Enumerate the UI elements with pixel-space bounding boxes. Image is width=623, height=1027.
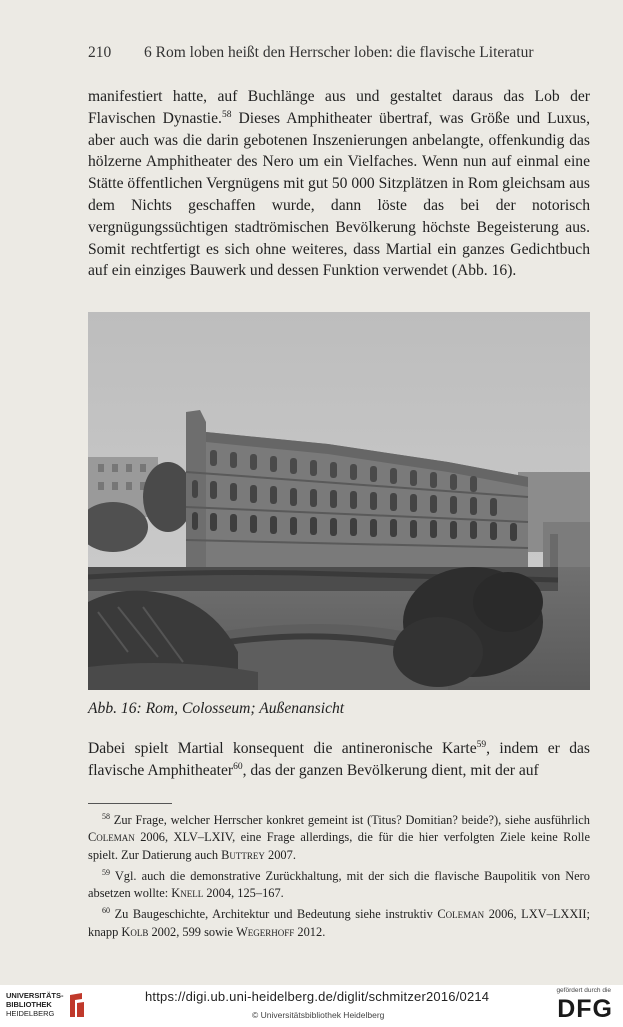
author-name: Coleman	[437, 907, 485, 922]
colosseum-photo	[88, 312, 590, 690]
footnotes	[88, 808, 590, 941]
footnote-text: Vgl. auch die demonstrative Zurückhaltung, mit der sich die flavische Baupolitik von Nero absetzen wollte:	[88, 868, 590, 901]
author-name: Knell	[171, 886, 204, 901]
footnote-text: 2006, LXV–LXXII; knapp	[88, 907, 590, 939]
footnote-58	[88, 808, 590, 864]
logo-line: HEIDELBERG	[6, 1009, 55, 1018]
paragraph-2	[88, 738, 590, 782]
footnote-number: 60	[102, 906, 110, 916]
viewer-footer	[0, 985, 623, 1027]
footnote-ref-59[interactable]: 59	[476, 739, 487, 750]
footnote-59	[88, 864, 590, 903]
logo-line: BIBLIOTHEK	[6, 1000, 52, 1009]
footnote-number: 58	[102, 812, 110, 821]
copyright-notice: © Universitätsbibliothek Heidelberg	[252, 1010, 385, 1020]
library-logo-icon	[68, 991, 86, 1019]
running-header	[88, 44, 589, 62]
colosseum-illustration	[88, 312, 590, 690]
footnote-text: 2006, XLV–LXIV, eine Frage allerdings, die für die hier verfolgten Ziele keine Rolle spielt. Zur Datierung auch	[88, 830, 590, 862]
footnote-text: 2002, 599 sowie	[148, 924, 237, 939]
footnote-text: Zu Baugeschichte, Architektur und Bedeutung siehe instruktiv	[110, 907, 438, 922]
paragraph-1	[88, 86, 590, 282]
footnote-number: 59	[102, 867, 110, 877]
footnote-text: 2004, 125–167.	[203, 886, 284, 901]
library-logo-text[interactable]	[6, 991, 64, 1018]
figure-caption: Abb. 16: Rom, Colosseum; Außenansicht	[88, 700, 345, 717]
footnote-text: 2012.	[294, 924, 326, 939]
footnote-divider	[88, 803, 172, 804]
footnote-60	[88, 902, 590, 941]
paragraph-1-text-a: manifestiert hatte, auf Buchlänge aus und gestaltet daraus das Lob der Flavischen Dynastie.	[88, 88, 590, 127]
running-title: 6 Rom loben heißt den Herrscher loben: die flavische Literatur	[144, 44, 534, 61]
paragraph-2-text-c: , das der ganzen Bevölkerung dient, mit der auf	[242, 761, 539, 779]
paragraph-2-text-a: Dabei spielt Martial konsequent die antineronische Karte	[88, 740, 477, 757]
paragraph-1-text-b: Dieses Amphitheater übertraf, was Größe und Luxus, aber auch was die darin gebotenen Inszenierungen anbelangte, offenkundig das hölzerne Amphitheater des Nero um ein Vielfaches. Wenn nun auf einmal eine Stätte öffentlichen Vergnügens mit gut 50 000 Sitzplätzen in Rom gleichsam aus dem Nichts geschaffen wurde, dann löste das bei der notorisch vergnügungssüchtigen stadtrömischen Bevölkerung höchste Begeisterung aus. Somit rechtfertigt es sich ohne weiteres, dass Martial ein ganzes Gedichtbuch auf ein einziges Bauwerk und dessen Funktion verwendet (Abb. 16).	[88, 109, 590, 280]
author-name: Buttrey	[221, 847, 265, 862]
logo-line: UNIVERSITÄTS-	[6, 991, 64, 1000]
page-number: 210	[88, 44, 112, 61]
author-name: Wegerhoff	[236, 924, 295, 939]
permalink-url[interactable]: https://digi.ub.uni-heidelberg.de/diglit/schmitzer2016/0214	[145, 989, 490, 1004]
footnote-text: Zur Frage, welcher Herrscher konkret gemeint ist (Titus? Domitian? beide?), siehe ausführlich	[110, 813, 590, 828]
footnote-ref-60[interactable]: 60	[233, 761, 243, 772]
author-name: Kolb	[121, 924, 149, 939]
dfg-logo[interactable]: DFG	[557, 995, 613, 1023]
funding-note: gefördert durch die	[556, 987, 611, 994]
footnote-ref-58[interactable]: 58	[221, 109, 232, 120]
author-name: Coleman	[88, 830, 135, 845]
paragraph-2-text-b: , indem er das flavische Amphitheater	[88, 740, 590, 779]
footnote-text: 2007.	[264, 847, 296, 862]
